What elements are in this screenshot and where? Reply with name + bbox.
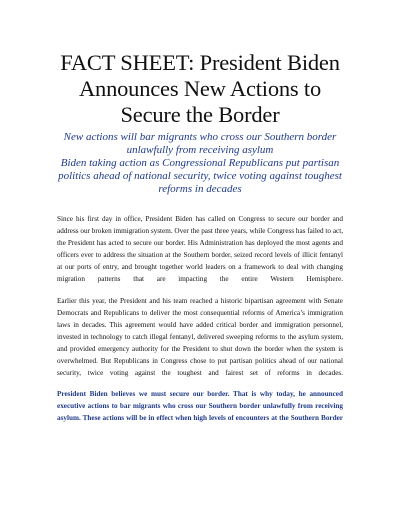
document-title: FACT SHEET: President Biden Announces New Actions to Secure the Border <box>60 50 340 127</box>
body-text <box>57 213 343 425</box>
paragraph-1: Since his first day in office, President Biden has called on Congress to secure our border and address our broken immigration system. Over the past three years, while Congress has failed to act, the President has acted to secure our border. His Administration has deployed the most agents and officers ever to address the situation at the Southern border, seized record levels of illicit fentanyl at our ports of entry, and brought together world leaders on a framework to deal with changing migration patterns that are impacting the entire Western Hemisphere. <box>57 215 343 284</box>
subtitle-block <box>57 131 343 196</box>
paragraph-3: President Biden believes we must secure our border. That is why today, he announced executive actions to bar migrants who cross our Southern border unlawfully from receiving asylum. These actions will be in effect when high levels of encounters at the Southern Border <box>57 390 343 423</box>
subtitle-2: Biden taking action as Congressional Republicans put partisan politics ahead of national security, twice voting against toughest reforms in decades <box>58 157 342 195</box>
subtitle-1: New actions will bar migrants who cross our Southern border unlawfully from receiving asylum <box>63 131 337 156</box>
paragraph-2: Earlier this year, the President and his team reached a historic bipartisan agreement with Senate Democrats and Republicans to deliver the most consequential reforms of America’s immigration laws in decades. This agreement would have added critical border and immigration personnel, invested in technology to catch illegal fentanyl, delivered sweeping reforms to the asylum system, and provided emergency authority for the President to shut down the border when the system is overwhelmed. But Republicans in Congress chose to put partisan politics ahead of our national security, twice voting against the toughest and fairest set of reforms in decades. <box>57 296 343 378</box>
